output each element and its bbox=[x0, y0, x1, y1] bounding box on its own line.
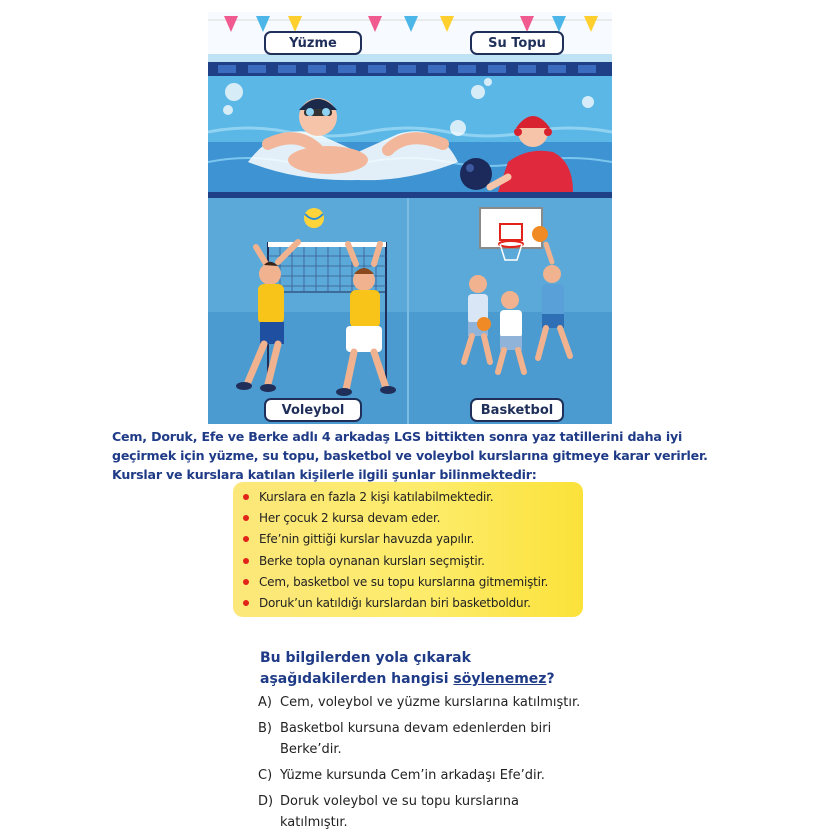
bullet-icon bbox=[243, 494, 249, 500]
fact-text: Her çocuk 2 kursa devam eder. bbox=[259, 511, 441, 526]
fact-item bbox=[243, 508, 583, 529]
option-text: Cem, voleybol ve yüzme kurslarına katılmıştır. bbox=[280, 695, 581, 710]
bullet-icon bbox=[243, 536, 249, 542]
option-d[interactable] bbox=[258, 791, 588, 833]
question-text: Bu bilgilerden yola çıkarak aşağıdakilerden hangisi bbox=[260, 650, 471, 687]
fact-text: Efe’nin gittiği kurslar havuzda yapılır. bbox=[259, 532, 475, 547]
fact-item bbox=[243, 551, 583, 572]
option-letter: C) bbox=[258, 768, 273, 783]
bullet-icon bbox=[243, 579, 249, 585]
sports-illustration bbox=[208, 12, 612, 424]
question-emphasis: söylenemez bbox=[453, 671, 547, 687]
fact-item bbox=[243, 487, 583, 508]
answer-options bbox=[258, 692, 588, 838]
question-mark: ? bbox=[546, 671, 555, 687]
option-a[interactable] bbox=[258, 692, 588, 713]
option-text: Basketbol kursuna devam edenlerden biri Berke’dir. bbox=[280, 721, 552, 757]
fact-text: Kurslara en fazla 2 kişi katılabilmektedir. bbox=[259, 490, 494, 504]
sports-scene-drawing bbox=[208, 12, 612, 424]
label-water-polo: Su Topu bbox=[470, 31, 564, 55]
bullet-icon bbox=[243, 558, 249, 564]
option-letter: A) bbox=[258, 695, 272, 710]
fact-item bbox=[243, 572, 583, 593]
basketball-ball bbox=[532, 226, 548, 242]
question-stem bbox=[260, 648, 590, 690]
option-letter: D) bbox=[258, 794, 274, 809]
bullet-icon bbox=[243, 515, 249, 521]
option-letter: B) bbox=[258, 721, 272, 736]
facts-box bbox=[233, 482, 583, 617]
problem-intro: Cem, Doruk, Efe ve Berke adlı 4 arkadaş LGS bittikten sonra yaz tatillerini daha iyi geçirmek için yüzme, su topu, basketbol ve voleybol kurslarına gitmeye karar verirler. Kurslar ve kurslara katılan kişilerle ilgili şunlar bilinmektedir: bbox=[112, 429, 708, 482]
bunting-flags bbox=[208, 16, 612, 32]
fact-text: Doruk’un katıldığı kurslardan biri basketboldur. bbox=[259, 596, 531, 611]
option-text: Doruk voleybol ve su topu kurslarına katılmıştır. bbox=[280, 794, 519, 830]
bullet-icon bbox=[243, 600, 249, 606]
facts-list bbox=[243, 487, 583, 614]
fact-item bbox=[243, 593, 583, 614]
fact-item bbox=[243, 529, 583, 550]
fact-text: Berke topla oynanan kursları seçmiştir. bbox=[259, 553, 485, 568]
fact-text: Cem, basketbol ve su topu kurslarına gitmemiştir. bbox=[259, 574, 549, 589]
option-c[interactable] bbox=[258, 765, 588, 786]
label-volleyball: Voleybol bbox=[264, 398, 362, 422]
label-basketball: Basketbol bbox=[470, 398, 564, 422]
option-b[interactable] bbox=[258, 718, 588, 760]
option-text: Yüzme kursunda Cem’in arkadaşı Efe’dir. bbox=[280, 768, 545, 783]
label-swimming: Yüzme bbox=[264, 31, 362, 55]
